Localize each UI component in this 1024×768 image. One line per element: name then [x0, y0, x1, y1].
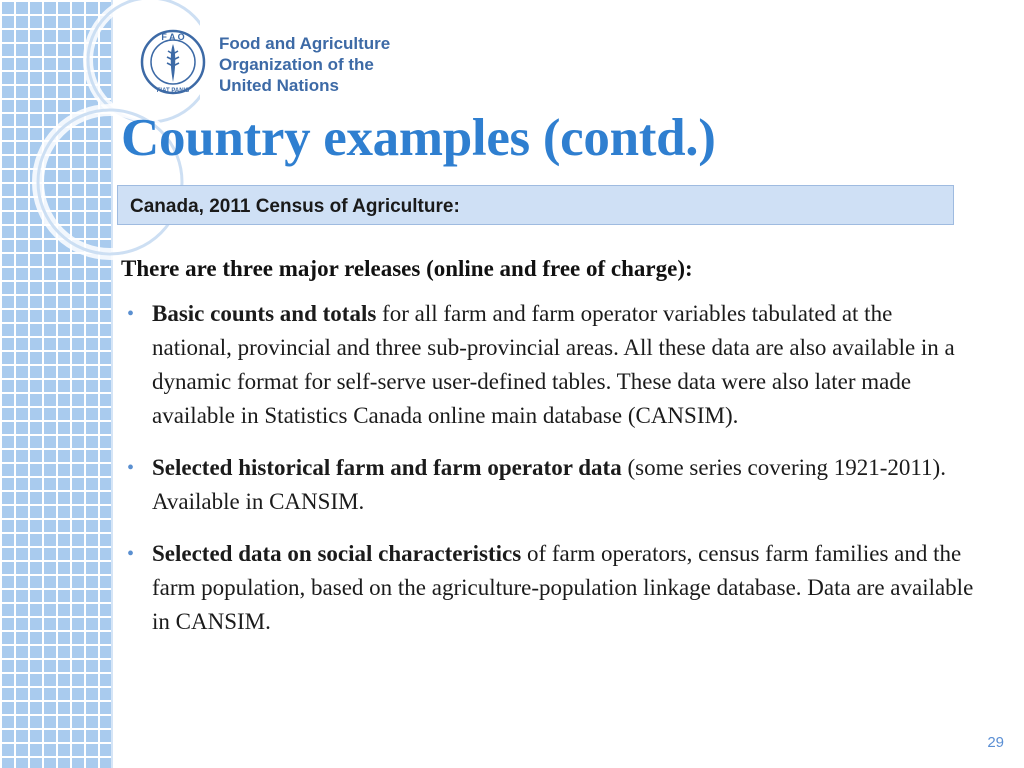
subtitle-banner: [117, 185, 954, 225]
intro-text: There are three major releases (online and free of charge):: [121, 256, 693, 281]
list-item: [127, 537, 977, 639]
org-name-line-1: Food and Agriculture: [219, 34, 391, 53]
page-number: 29: [987, 734, 1004, 751]
bullet-body-text: for all farm and farm operator variables tabulated at the national, provincial and three sub-provincial areas. All these data are also available in a dynamic format for self-serve user-defined tables. These data were also later made available in Statistics Canada online main database (CANSIM).: [152, 301, 955, 428]
list-item: [127, 451, 977, 519]
bullet-icon: •: [127, 457, 135, 479]
release-list: [127, 297, 977, 639]
slide-subtitle: Canada, 2011 Census of Agriculture:: [130, 196, 460, 217]
emblem-motto: FIAT PANIS: [156, 88, 190, 94]
organization-name: [219, 33, 390, 96]
bullet-icon: •: [127, 543, 135, 565]
org-name-line-3: United Nations: [219, 76, 339, 95]
bullet-body-text: (some series covering 1921-2011). Available in CANSIM.: [152, 455, 946, 514]
emblem-letters: F A O: [161, 32, 185, 42]
bullet-bold-text: Selected historical farm and farm operator data: [152, 455, 622, 480]
bullet-bold-text: Selected data on social characteristics: [152, 541, 522, 566]
list-item: [127, 297, 977, 433]
bullet-bold-text: Basic counts and totals: [152, 301, 377, 326]
slide-title: Country examples (contd.): [121, 109, 716, 167]
org-name-line-2: Organization of the: [219, 55, 374, 74]
bullet-body-text: of farm operators, census farm families and the farm population, based on the agriculture-population linkage database. Data are available in CANSIM.: [152, 541, 974, 634]
bullet-icon: •: [127, 303, 135, 325]
